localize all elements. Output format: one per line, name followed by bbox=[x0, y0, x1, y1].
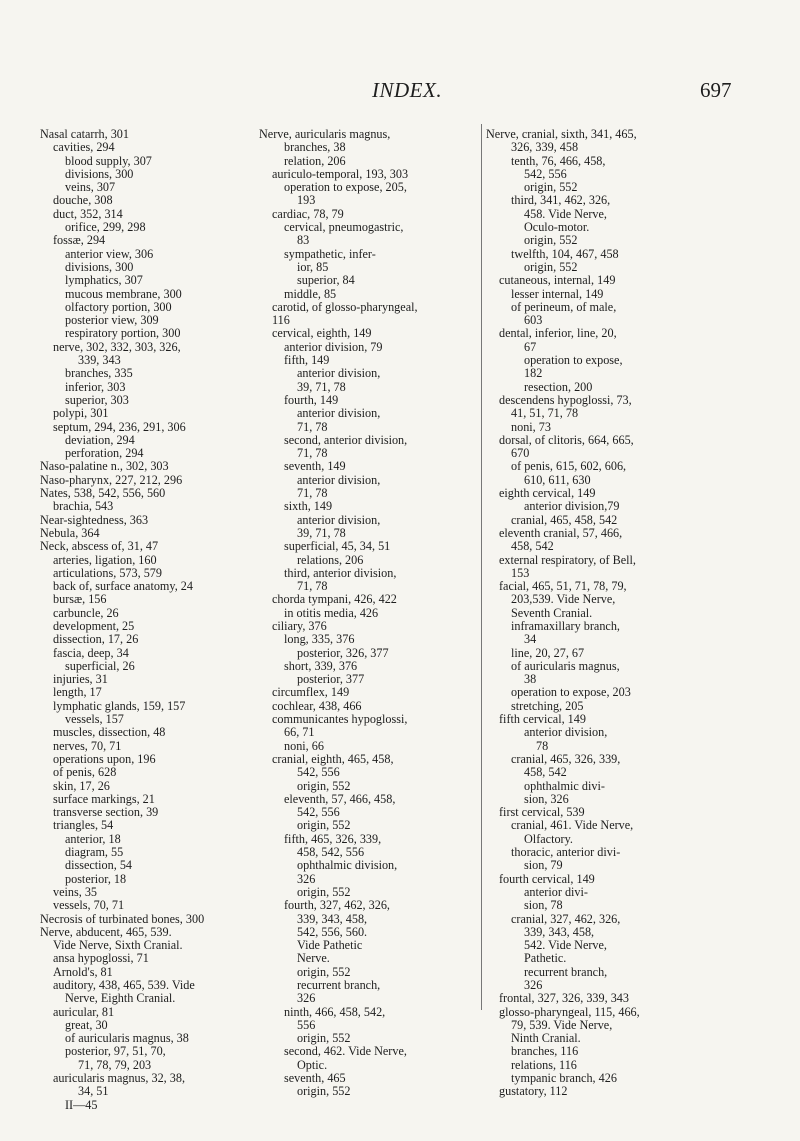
index-entry: 66, 71 bbox=[284, 725, 315, 740]
column-divider bbox=[481, 124, 482, 1010]
index-entry: duct, 352, 314 bbox=[53, 206, 123, 221]
index-entry: cranial, 465, 458, 542 bbox=[511, 512, 618, 527]
index-entry: Nerve. bbox=[297, 951, 330, 966]
index-entry: third, 341, 462, 326, bbox=[511, 193, 611, 208]
index-entry: cranial, 465, 326, 339, bbox=[511, 751, 621, 766]
index-entry: 556 bbox=[297, 1017, 316, 1032]
index-entry: 603 bbox=[524, 313, 543, 328]
index-entry: cranial, 327, 462, 326, bbox=[511, 911, 621, 926]
index-column-3 bbox=[486, 128, 704, 1099]
index-entry: 339, 343, 458, bbox=[524, 924, 595, 939]
index-entry: origin, 552 bbox=[524, 180, 578, 195]
index-entry: dorsal, of clitoris, 664, 665, bbox=[499, 432, 634, 447]
index-entry: II—45 bbox=[65, 1097, 98, 1112]
index-entry: 326 bbox=[297, 991, 316, 1006]
index-entry: posterior, 326, 377 bbox=[297, 645, 389, 660]
index-entry: superior, 303 bbox=[65, 392, 129, 407]
index-entry: 41, 51, 71, 78 bbox=[511, 406, 579, 421]
index-entry: of perineum, of male, bbox=[511, 299, 617, 314]
index-entry: divisions, 300 bbox=[65, 259, 134, 274]
index-entry: 39, 71, 78 bbox=[297, 379, 346, 394]
index-entry: 78 bbox=[536, 738, 549, 753]
index-entry: 542, 556, 560. bbox=[297, 924, 368, 939]
index-entry: operation to expose, bbox=[524, 353, 623, 368]
index-entry: anterior divi- bbox=[524, 884, 588, 899]
index-entry: 670 bbox=[511, 446, 530, 461]
index-entry: cavities, 294 bbox=[53, 140, 115, 155]
index-entry: lymphatic glands, 159, 157 bbox=[53, 698, 186, 713]
index-entry: origin, 552 bbox=[297, 964, 351, 979]
index-entry: inframaxillary branch, bbox=[511, 618, 620, 633]
index-entry: circumflex, 149 bbox=[272, 685, 350, 700]
index-entry: cervical, eighth, 149 bbox=[272, 326, 372, 341]
index-entry: cranial, 461. Vide Nerve, bbox=[511, 818, 634, 833]
index-entry: 38 bbox=[524, 672, 537, 687]
index-entry: anterior division, bbox=[524, 725, 608, 740]
index-entry: olfactory portion, 300 bbox=[65, 299, 172, 314]
index-entry: fascia, deep, 34 bbox=[53, 645, 129, 660]
index-entry: origin, 552 bbox=[297, 818, 351, 833]
index-entry: anterior division,79 bbox=[524, 499, 620, 514]
index-entry: surface markings, 21 bbox=[53, 791, 155, 806]
index-entry: 79, 539. Vide Nerve, bbox=[511, 1017, 613, 1032]
index-entry: in otitis media, 426 bbox=[284, 605, 379, 620]
index-entry: Neck, abscess of, 31, 47 bbox=[40, 539, 159, 554]
index-entry: short, 339, 376 bbox=[284, 658, 358, 673]
index-entry: 71, 78 bbox=[297, 446, 328, 461]
index-entry: fourth, 327, 462, 326, bbox=[284, 898, 390, 913]
index-entry: origin, 552 bbox=[297, 1031, 351, 1046]
index-entry: thoracic, anterior divi- bbox=[511, 845, 621, 860]
index-entry: anterior division, bbox=[297, 472, 381, 487]
index-entry: 326 bbox=[524, 978, 543, 992]
index-entry: cranial, eighth, 465, 458, bbox=[272, 751, 394, 766]
index-entry: anterior division, bbox=[297, 512, 381, 527]
index-entry: 542, 556 bbox=[524, 166, 567, 181]
index-entry: origin, 552 bbox=[524, 233, 578, 248]
index-entry: of penis, 615, 602, 606, bbox=[511, 459, 627, 474]
index-entry: anterior, 18 bbox=[65, 831, 121, 846]
index-entry: 71, 78, 79, 203 bbox=[78, 1057, 152, 1072]
index-entry: 116 bbox=[272, 313, 290, 328]
index-entry: respiratory portion, 300 bbox=[65, 326, 181, 341]
index-entry: seventh, 465 bbox=[284, 1071, 346, 1086]
index-entry: anterior view, 306 bbox=[65, 246, 154, 261]
index-entry: auriculo-temporal, 193, 303 bbox=[272, 166, 409, 181]
index-entry: Optic. bbox=[297, 1057, 328, 1072]
index-entry: ior, 85 bbox=[297, 259, 329, 274]
index-entry: divisions, 300 bbox=[65, 166, 134, 181]
index-entry: length, 17 bbox=[53, 685, 102, 700]
index-entry: Nates, 538, 542, 556, 560 bbox=[40, 486, 166, 501]
index-entry: Naso-pharynx, 227, 212, 296 bbox=[40, 472, 183, 487]
index-entry: 339, 343 bbox=[78, 353, 121, 368]
index-entry: arteries, ligation, 160 bbox=[53, 552, 157, 567]
index-entry: 458, 542 bbox=[511, 539, 554, 554]
index-entry: eighth cervical, 149 bbox=[499, 486, 596, 501]
index-entry: dissection, 54 bbox=[65, 858, 133, 873]
index-entry: tenth, 76, 466, 458, bbox=[511, 153, 606, 168]
index-entry: transverse section, 39 bbox=[53, 805, 159, 820]
index-entry: ophthalmic divi- bbox=[524, 778, 605, 793]
index-entry: sion, 79 bbox=[524, 858, 563, 873]
index-entry: superior, 84 bbox=[297, 273, 355, 288]
index-entry: carbuncle, 26 bbox=[53, 605, 119, 620]
index-entry: second, anterior division, bbox=[284, 432, 408, 447]
index-entry: 34 bbox=[524, 632, 537, 647]
index-entry: relation, 206 bbox=[284, 153, 346, 168]
index-entry: 67 bbox=[524, 339, 537, 354]
index-entry: superficial, 45, 34, 51 bbox=[284, 539, 391, 554]
index-entry: Seventh Cranial. bbox=[511, 605, 593, 620]
index-entry: fossæ, 294 bbox=[53, 233, 106, 248]
index-entry: relations, 206 bbox=[297, 552, 364, 567]
index-entry: 542, 556 bbox=[297, 805, 340, 820]
index-entry: origin, 552 bbox=[297, 1084, 351, 1099]
index-entry: veins, 307 bbox=[65, 180, 116, 195]
index-entry: perforation, 294 bbox=[65, 446, 144, 461]
index-entry: injuries, 31 bbox=[53, 672, 108, 687]
index-entry: Near-sightedness, 363 bbox=[40, 512, 149, 527]
index-entry: posterior, 18 bbox=[65, 871, 127, 886]
index-entry: line, 20, 27, 67 bbox=[511, 645, 585, 660]
index-entry: Arnold's, 81 bbox=[53, 964, 113, 979]
index-entry: Nerve, abducent, 465, 539. bbox=[40, 924, 172, 939]
index-entry: septum, 294, 236, 291, 306 bbox=[53, 419, 186, 434]
index-entry: auricularis magnus, 32, 38, bbox=[53, 1071, 186, 1086]
index-entry: cutaneous, internal, 149 bbox=[499, 273, 616, 288]
index-entry: Olfactory. bbox=[524, 831, 573, 846]
index-entry: 39, 71, 78 bbox=[297, 525, 346, 540]
index-entry: origin, 552 bbox=[524, 259, 578, 274]
index-entry: operation to expose, 203 bbox=[511, 685, 631, 700]
index-entry: external respiratory, of Bell, bbox=[499, 552, 636, 567]
index-entry: third, anterior division, bbox=[284, 565, 397, 580]
index-entry: relations, 116 bbox=[511, 1057, 577, 1072]
index-entry: blood supply, 307 bbox=[65, 153, 152, 168]
index-entry: Vide Pathetic bbox=[297, 938, 363, 953]
index-entry: nerve, 302, 332, 303, 326, bbox=[53, 339, 181, 354]
index-column-1 bbox=[40, 128, 258, 1112]
index-entry: recurrent branch, bbox=[524, 964, 608, 979]
page-header bbox=[0, 78, 800, 108]
index-entry: douche, 308 bbox=[53, 193, 113, 208]
index-entry: noni, 73 bbox=[511, 419, 551, 434]
index-entry: 458, 542 bbox=[524, 765, 567, 780]
index-entry: long, 335, 376 bbox=[284, 632, 355, 647]
index-entry: descendens hypoglossi, 73, bbox=[499, 392, 632, 407]
index-entry: lymphatics, 307 bbox=[65, 273, 143, 288]
index-entry: 326, 339, 458 bbox=[511, 140, 579, 155]
index-entry: sion, 326 bbox=[524, 791, 569, 806]
index-entry: fifth, 465, 326, 339, bbox=[284, 831, 382, 846]
index-entry: twelfth, 104, 467, 458 bbox=[511, 246, 619, 261]
index-entry: ophthalmic division, bbox=[297, 858, 398, 873]
index-entry: communicantes hypoglossi, bbox=[272, 712, 408, 727]
index-entry: 182 bbox=[524, 366, 543, 381]
index-entry: sion, 78 bbox=[524, 898, 563, 913]
index-entry: second, 462. Vide Nerve, bbox=[284, 1044, 407, 1059]
index-entry: articulations, 573, 579 bbox=[53, 565, 162, 580]
index-entry: 458. Vide Nerve, bbox=[524, 206, 607, 221]
index-entry: tympanic branch, 426 bbox=[511, 1071, 617, 1086]
index-entry: Nerve, cranial, sixth, 341, 465, bbox=[486, 127, 637, 141]
index-entry: dental, inferior, line, 20, bbox=[499, 326, 617, 341]
index-entry: 542. Vide Nerve, bbox=[524, 938, 607, 953]
index-entry: sympathetic, infer- bbox=[284, 246, 376, 261]
index-entry: vessels, 157 bbox=[65, 712, 124, 727]
index-entry: stretching, 205 bbox=[511, 698, 584, 713]
index-entry: veins, 35 bbox=[53, 884, 98, 899]
index-entry: frontal, 327, 326, 339, 343 bbox=[499, 991, 629, 1006]
index-column-2 bbox=[259, 128, 477, 1099]
index-entry: eleventh, 57, 466, 458, bbox=[284, 791, 396, 806]
index-entry: posterior view, 309 bbox=[65, 313, 159, 328]
index-entry: auricular, 81 bbox=[53, 1004, 115, 1019]
index-entry: brachia, 543 bbox=[53, 499, 114, 514]
index-entry: 339, 343, 458, bbox=[297, 911, 368, 926]
index-entry: noni, 66 bbox=[284, 738, 324, 753]
index-entry: diagram, 55 bbox=[65, 845, 124, 860]
index-entry: bursæ, 156 bbox=[53, 592, 107, 607]
index-entry: resection, 200 bbox=[524, 379, 593, 394]
index-entry: of penis, 628 bbox=[53, 765, 117, 780]
index-entry: lesser internal, 149 bbox=[511, 286, 604, 301]
index-entry: 542, 556 bbox=[297, 765, 340, 780]
header-title: INDEX. bbox=[372, 78, 443, 102]
index-entry: seventh, 149 bbox=[284, 459, 346, 474]
index-entry: of auricularis magnus, 38 bbox=[65, 1031, 189, 1046]
index-entry: branches, 38 bbox=[284, 140, 346, 155]
index-entry: auditory, 438, 465, 539. Vide bbox=[53, 978, 195, 992]
index-entry: fourth cervical, 149 bbox=[499, 871, 595, 886]
index-entry: polypi, 301 bbox=[53, 406, 109, 421]
index-entry: first cervical, 539 bbox=[499, 805, 585, 820]
index-entry: glosso-pharyngeal, 115, 466, bbox=[499, 1004, 640, 1019]
index-entry: 71, 78 bbox=[297, 486, 328, 501]
index-entry: nerves, 70, 71 bbox=[53, 738, 122, 753]
index-entry: superficial, 26 bbox=[65, 658, 135, 673]
index-entry: operation to expose, 205, bbox=[284, 180, 407, 195]
index-entry: orifice, 299, 298 bbox=[65, 220, 146, 235]
index-entry: Ninth Cranial. bbox=[511, 1031, 581, 1046]
index-entry: chorda tympani, 426, 422 bbox=[272, 592, 397, 607]
index-entry: carotid, of glosso-pharyngeal, bbox=[272, 299, 418, 314]
index-entry: ninth, 466, 458, 542, bbox=[284, 1004, 386, 1019]
index-entry: 193 bbox=[297, 193, 316, 208]
index-entry: Nerve, auricularis magnus, bbox=[259, 127, 391, 141]
index-entry: Nebula, 364 bbox=[40, 525, 100, 540]
index-entry: eleventh cranial, 57, 466, bbox=[499, 525, 623, 540]
index-entry: 458, 542, 556 bbox=[297, 845, 365, 860]
index-entry: skin, 17, 26 bbox=[53, 778, 110, 793]
index-entry: Naso-palatine n., 302, 303 bbox=[40, 459, 169, 474]
index-entry: 326 bbox=[297, 871, 316, 886]
index-entry: inferior, 303 bbox=[65, 379, 126, 394]
index-entry: Oculo-motor. bbox=[524, 220, 590, 235]
index-entry: gustatory, 112 bbox=[499, 1084, 568, 1099]
index-entry: 610, 611, 630 bbox=[524, 472, 591, 487]
index-entry: mucous membrane, 300 bbox=[65, 286, 182, 301]
index-entry: 83 bbox=[297, 233, 310, 248]
index-entry: great, 30 bbox=[65, 1017, 108, 1032]
index-entry: of auricularis magnus, bbox=[511, 658, 620, 673]
index-entry: ciliary, 376 bbox=[272, 618, 327, 633]
index-entry: operations upon, 196 bbox=[53, 751, 156, 766]
index-entry: anterior division, bbox=[297, 366, 381, 381]
index-entry: posterior, 97, 51, 70, bbox=[65, 1044, 166, 1059]
index-entry: deviation, 294 bbox=[65, 432, 135, 447]
index-entry: cardiac, 78, 79 bbox=[272, 206, 344, 221]
index-entry: fourth, 149 bbox=[284, 392, 339, 407]
index-entry: Nasal catarrh, 301 bbox=[40, 127, 129, 141]
index-entry: anterior division, bbox=[297, 406, 381, 421]
index-entry: 203,539. Vide Nerve, bbox=[511, 592, 616, 607]
index-entry: middle, 85 bbox=[284, 286, 337, 301]
index-entry: Pathetic. bbox=[524, 951, 567, 966]
index-entry: origin, 552 bbox=[297, 884, 351, 899]
page-number: 697 bbox=[700, 78, 732, 102]
index-entry: development, 25 bbox=[53, 618, 135, 633]
index-entry: posterior, 377 bbox=[297, 672, 365, 687]
index-entry: triangles, 54 bbox=[53, 818, 114, 833]
index-entry: Vide Nerve, Sixth Cranial. bbox=[53, 938, 183, 953]
index-entry: sixth, 149 bbox=[284, 499, 333, 514]
index-entry: fifth, 149 bbox=[284, 353, 330, 368]
index-entry: branches, 335 bbox=[65, 366, 133, 381]
index-entry: facial, 465, 51, 71, 78, 79, bbox=[499, 579, 627, 594]
index-entry: anterior division, 79 bbox=[284, 339, 383, 354]
index-entry: back of, surface anatomy, 24 bbox=[53, 579, 193, 594]
index-entry: Necrosis of turbinated bones, 300 bbox=[40, 911, 205, 926]
index-entry: 153 bbox=[511, 565, 530, 580]
index-entry: fifth cervical, 149 bbox=[499, 712, 586, 727]
index-entry: Nerve, Eighth Cranial. bbox=[65, 991, 176, 1006]
index-entry: muscles, dissection, 48 bbox=[53, 725, 166, 740]
index-entry: ansa hypoglossi, 71 bbox=[53, 951, 149, 966]
index-entry: vessels, 70, 71 bbox=[53, 898, 125, 913]
index-entry: origin, 552 bbox=[297, 778, 351, 793]
index-entry: branches, 116 bbox=[511, 1044, 579, 1059]
index-entry: 71, 78 bbox=[297, 579, 328, 594]
index-entry: cochlear, 438, 466 bbox=[272, 698, 362, 713]
index-entry: dissection, 17, 26 bbox=[53, 632, 139, 647]
index-entry: 71, 78 bbox=[297, 419, 328, 434]
index-entry: cervical, pneumogastric, bbox=[284, 220, 404, 235]
index-entry: 34, 51 bbox=[78, 1084, 109, 1099]
index-entry: recurrent branch, bbox=[297, 978, 381, 992]
